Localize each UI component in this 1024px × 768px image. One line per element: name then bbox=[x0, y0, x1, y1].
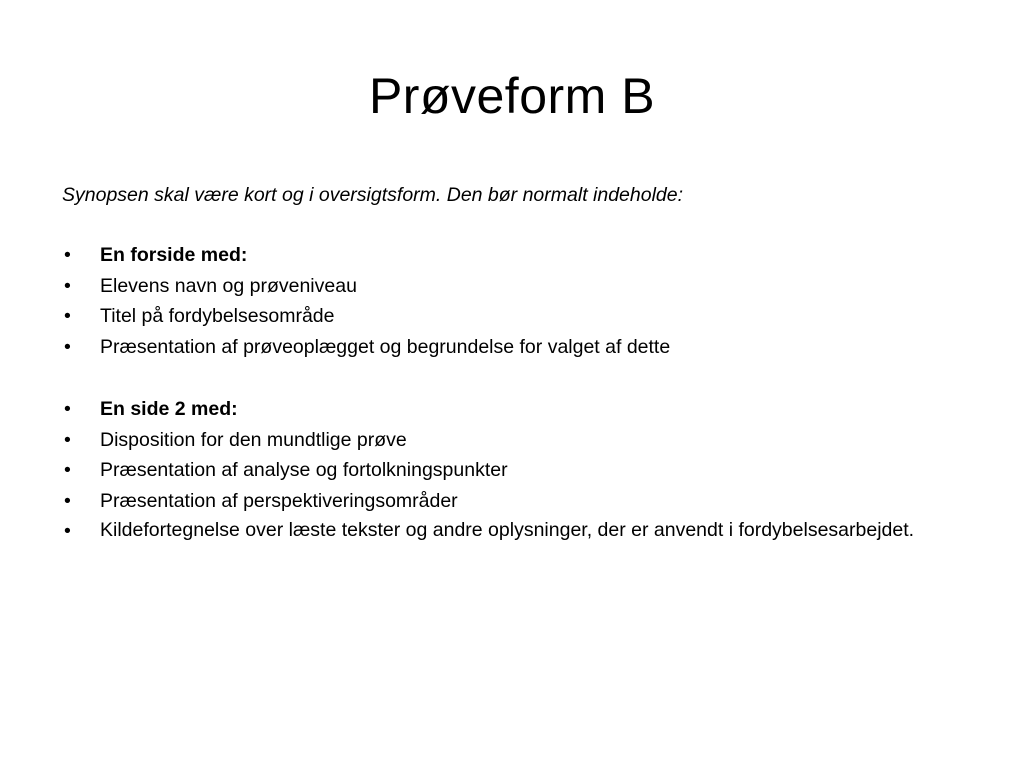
list-item bbox=[62, 427, 942, 453]
bullet-icon: • bbox=[64, 428, 71, 451]
list-item bbox=[62, 303, 942, 329]
bullet-icon: • bbox=[64, 335, 71, 358]
list-item bbox=[62, 273, 942, 299]
bullet-icon: • bbox=[64, 305, 71, 327]
section-side2-list bbox=[62, 396, 942, 547]
list-item-text: Titel på fordybelsesområde bbox=[100, 305, 335, 327]
bullet-icon: • bbox=[64, 244, 71, 266]
list-item-text: Præsentation af prøveoplægget og begrundelse for valget af dette bbox=[100, 335, 671, 358]
list-item-text: Kildefortegnelse over læste tekster og andre oplysninger, der er anvendt i fordybelsesarbejdet. bbox=[100, 519, 915, 541]
list-item-text: Disposition for den mundtlige prøve bbox=[100, 428, 407, 451]
slide-title: Prøveform B bbox=[368, 68, 656, 124]
list-item-text: Præsentation af perspektiveringsområder bbox=[100, 489, 458, 512]
bullet-icon: • bbox=[64, 520, 71, 542]
section-heading: En side 2 med: bbox=[100, 398, 238, 420]
list-item-text: Præsentation af analyse og fortolkningspunkter bbox=[100, 459, 508, 481]
list-item bbox=[62, 518, 942, 542]
list-item bbox=[62, 488, 942, 514]
list-heading bbox=[62, 242, 942, 268]
list-item bbox=[62, 334, 942, 360]
list-item-text: Elevens navn og prøveniveau bbox=[100, 274, 357, 297]
bullet-icon: • bbox=[64, 398, 71, 420]
bullet-icon: • bbox=[64, 459, 71, 481]
list-item bbox=[62, 457, 942, 483]
bullet-icon: • bbox=[64, 274, 71, 297]
bullet-icon: • bbox=[64, 489, 71, 512]
section-heading: En forside med: bbox=[100, 244, 248, 266]
intro-text: Synopsen skal være kort og i oversigtsform. Den bør normalt indeholde: bbox=[62, 184, 684, 206]
section-forside-list bbox=[62, 242, 942, 364]
list-heading bbox=[62, 396, 942, 422]
